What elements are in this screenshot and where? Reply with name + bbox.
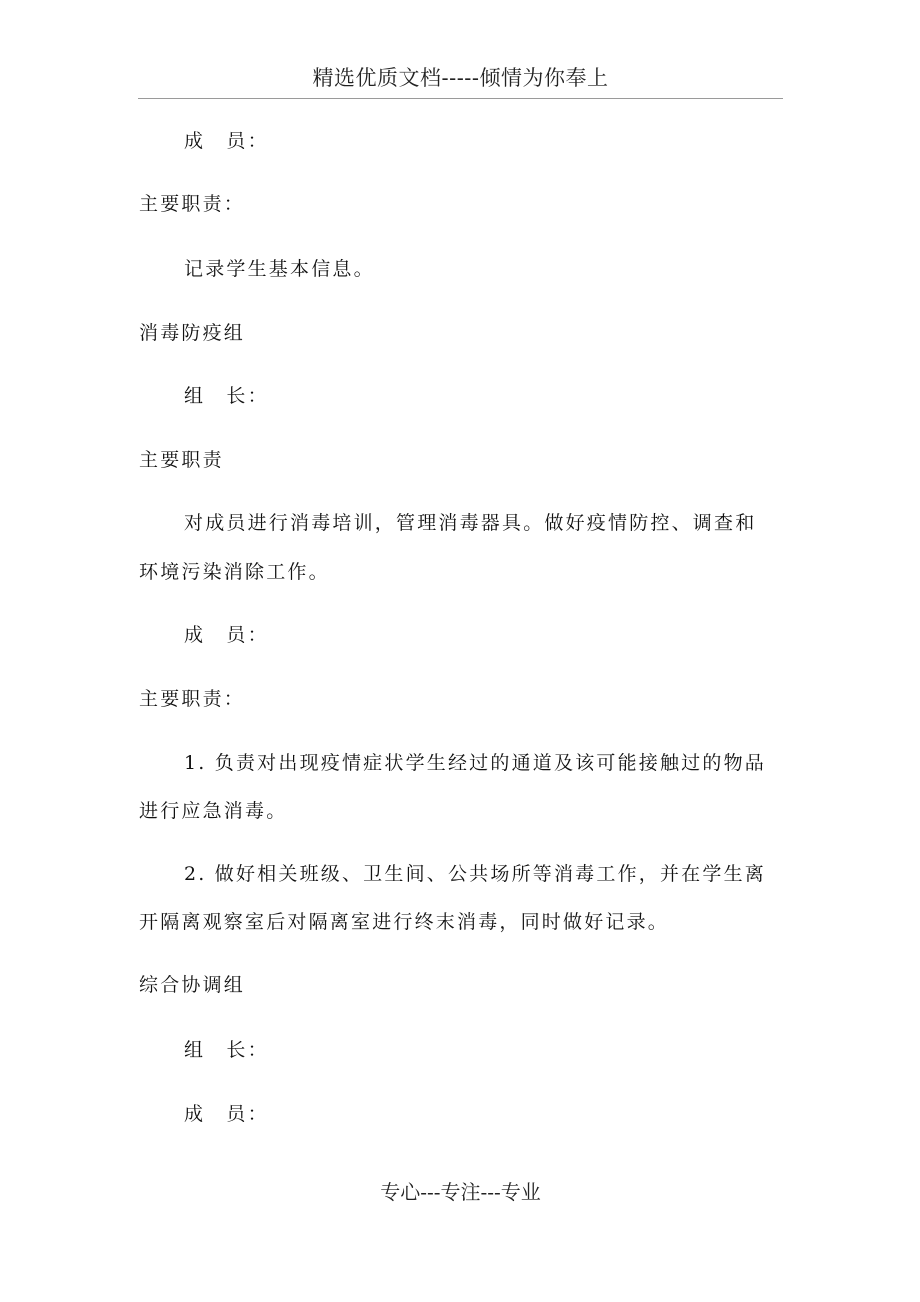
section-title-coordination: 综合协调组 [139,974,246,996]
duties-text: 环境污染消除工作。 [139,561,330,583]
leader-label: 组 长： [184,385,269,407]
duties-heading: 主要职责 [139,449,224,471]
duties-item-1-cont: 进行应急消毒。 [139,800,288,822]
page-footer: 专心---专注---专业 [380,1180,541,1204]
members-label: 成 员： [184,1103,269,1125]
leader-label: 组 长： [184,1039,269,1061]
page-header: 精选优质文档-----倾情为你奉上 [312,66,609,90]
duties-text: 记录学生基本信息。 [184,258,375,280]
duties-item-1: 1. 负责对出现疫情症状学生经过的通道及该可能接触过的物品 [184,752,766,774]
duties-item-2-cont: 开隔离观察室后对隔离室进行终末消毒，同时做好记录。 [139,911,670,933]
members-label: 成 员： [184,624,269,646]
header-rule [138,98,783,99]
duties-heading: 主要职责： [139,193,246,215]
duties-text: 对成员进行消毒培训，管理消毒器具。做好疫情防控、调查和 [184,512,757,534]
members-label: 成 员： [184,130,269,152]
duties-heading: 主要职责： [139,688,246,710]
section-title-disinfection: 消毒防疫组 [139,322,246,344]
duties-item-2: 2. 做好相关班级、卫生间、公共场所等消毒工作，并在学生离 [184,863,766,885]
